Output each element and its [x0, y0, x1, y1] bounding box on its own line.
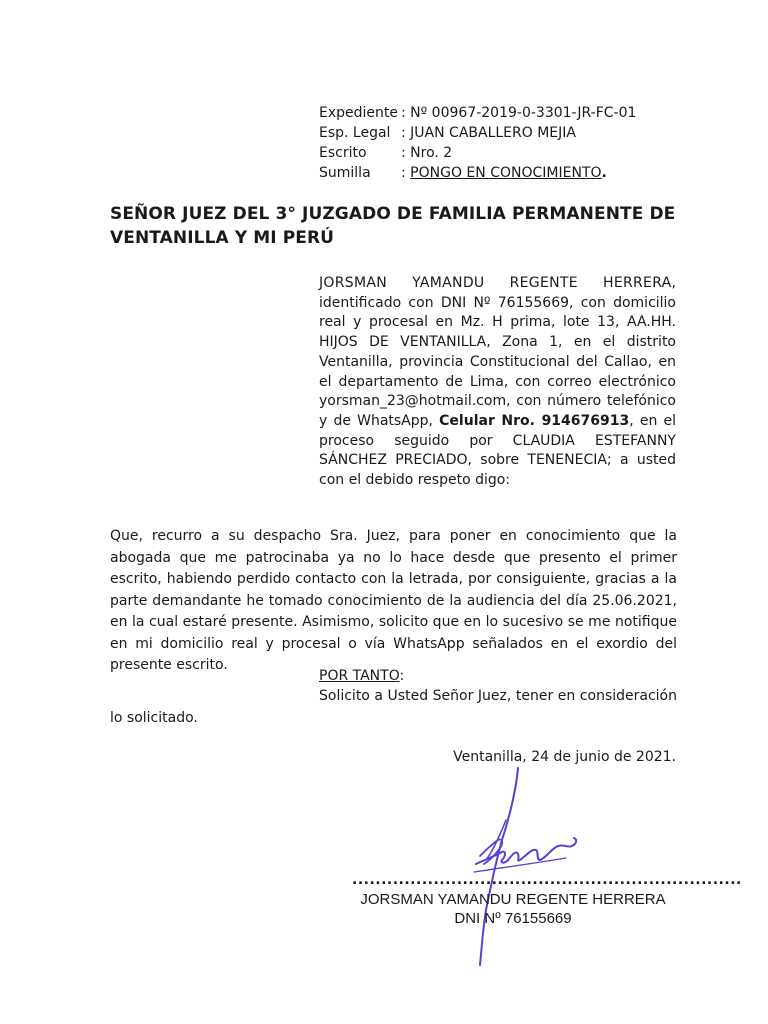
summary-value: PONGO EN CONOCIMIENTO: [410, 165, 602, 181]
legal-specialist-label: Esp. Legal: [319, 125, 391, 141]
signature-line: ...................................................................: [352, 872, 742, 888]
petitioner-details-2: , en el proceso seguido por CLAUDIA ESTEFANNY SÁNCHEZ PRECIADO, sobre TENENECIA; a usted con el debido respeto digo:: [319, 412, 677, 489]
summary-row: [319, 163, 636, 183]
main-body-paragraph: Que, recurro a su despacho Sra. Juez, para poner en conocimiento que la abogada que me patrocinaba ya no lo hace desde que presento el primer escrito, habiendo perdido contacto con la letrada, por consiguiente, gracias a la parte demandante he tomado conocimiento de la audiencia del día 25.06.2021, en la cual estaré presente. Asimismo, solicito que en lo sucesivo se me notifique en mi domicilio real y procesal o vía WhatsApp señalados en el exordio del presente escrito.: [110, 528, 677, 673]
case-number-value: : Nº 00967-2019-0-3301-JR-FC-01: [401, 105, 637, 121]
petitioner-phone: Celular Nro. 914676913: [439, 412, 630, 429]
handwritten-signature: [440, 760, 590, 970]
brief-number-value: : Nro. 2: [401, 145, 453, 161]
document-title: SEÑOR JUEZ DEL 3° JUZGADO DE FAMILIA PERMANENTE DE VENTANILLA Y MI PERÚ: [110, 204, 676, 248]
brief-number-label: Escrito: [319, 145, 367, 161]
por-tanto-label: POR TANTO: [319, 668, 400, 684]
summary-label: Sumilla: [319, 165, 371, 181]
petitioner-details-1: , identificado con DNI Nº 76155669, con domicilio real y procesal en Mz. H prima, lote 13, AA.HH. HIJOS DE VENTANILLA, Zona 1, en el distrito Ventanilla, provincia Constitucional del Callao, en el departamento de Lima, con correo electrónico yorsman_23@hotmail.com, con número telefónico y de WhatsApp,: [319, 275, 676, 429]
legal-specialist-value: : JUAN CABALLERO MEJIA: [401, 125, 576, 141]
document-date: Ventanilla, 24 de junio de 2021.: [453, 749, 676, 765]
case-number-label: Expediente: [319, 105, 398, 121]
signer-name: JORSMAN YAMANDU REGENTE HERRERA: [360, 891, 666, 908]
por-tanto-heading: [319, 666, 404, 686]
case-number-row: [319, 103, 636, 123]
legal-specialist-row: [319, 123, 636, 143]
por-tanto-colon: :: [399, 668, 405, 684]
summary-value-wrap: [401, 163, 607, 183]
summary-sep: :: [401, 165, 411, 181]
signer-dni: DNI Nº 76155669: [454, 910, 572, 927]
brief-number-row: [319, 143, 636, 163]
petitioner-intro: [319, 274, 676, 491]
case-header: [319, 103, 636, 183]
closing-request: Solicito a Usted Señor Juez, tener en consideración lo solicitado.: [110, 688, 677, 726]
summary-suffix: .: [601, 165, 607, 181]
petitioner-name: JORSMAN YAMANDU REGENTE HERRERA: [319, 275, 672, 291]
